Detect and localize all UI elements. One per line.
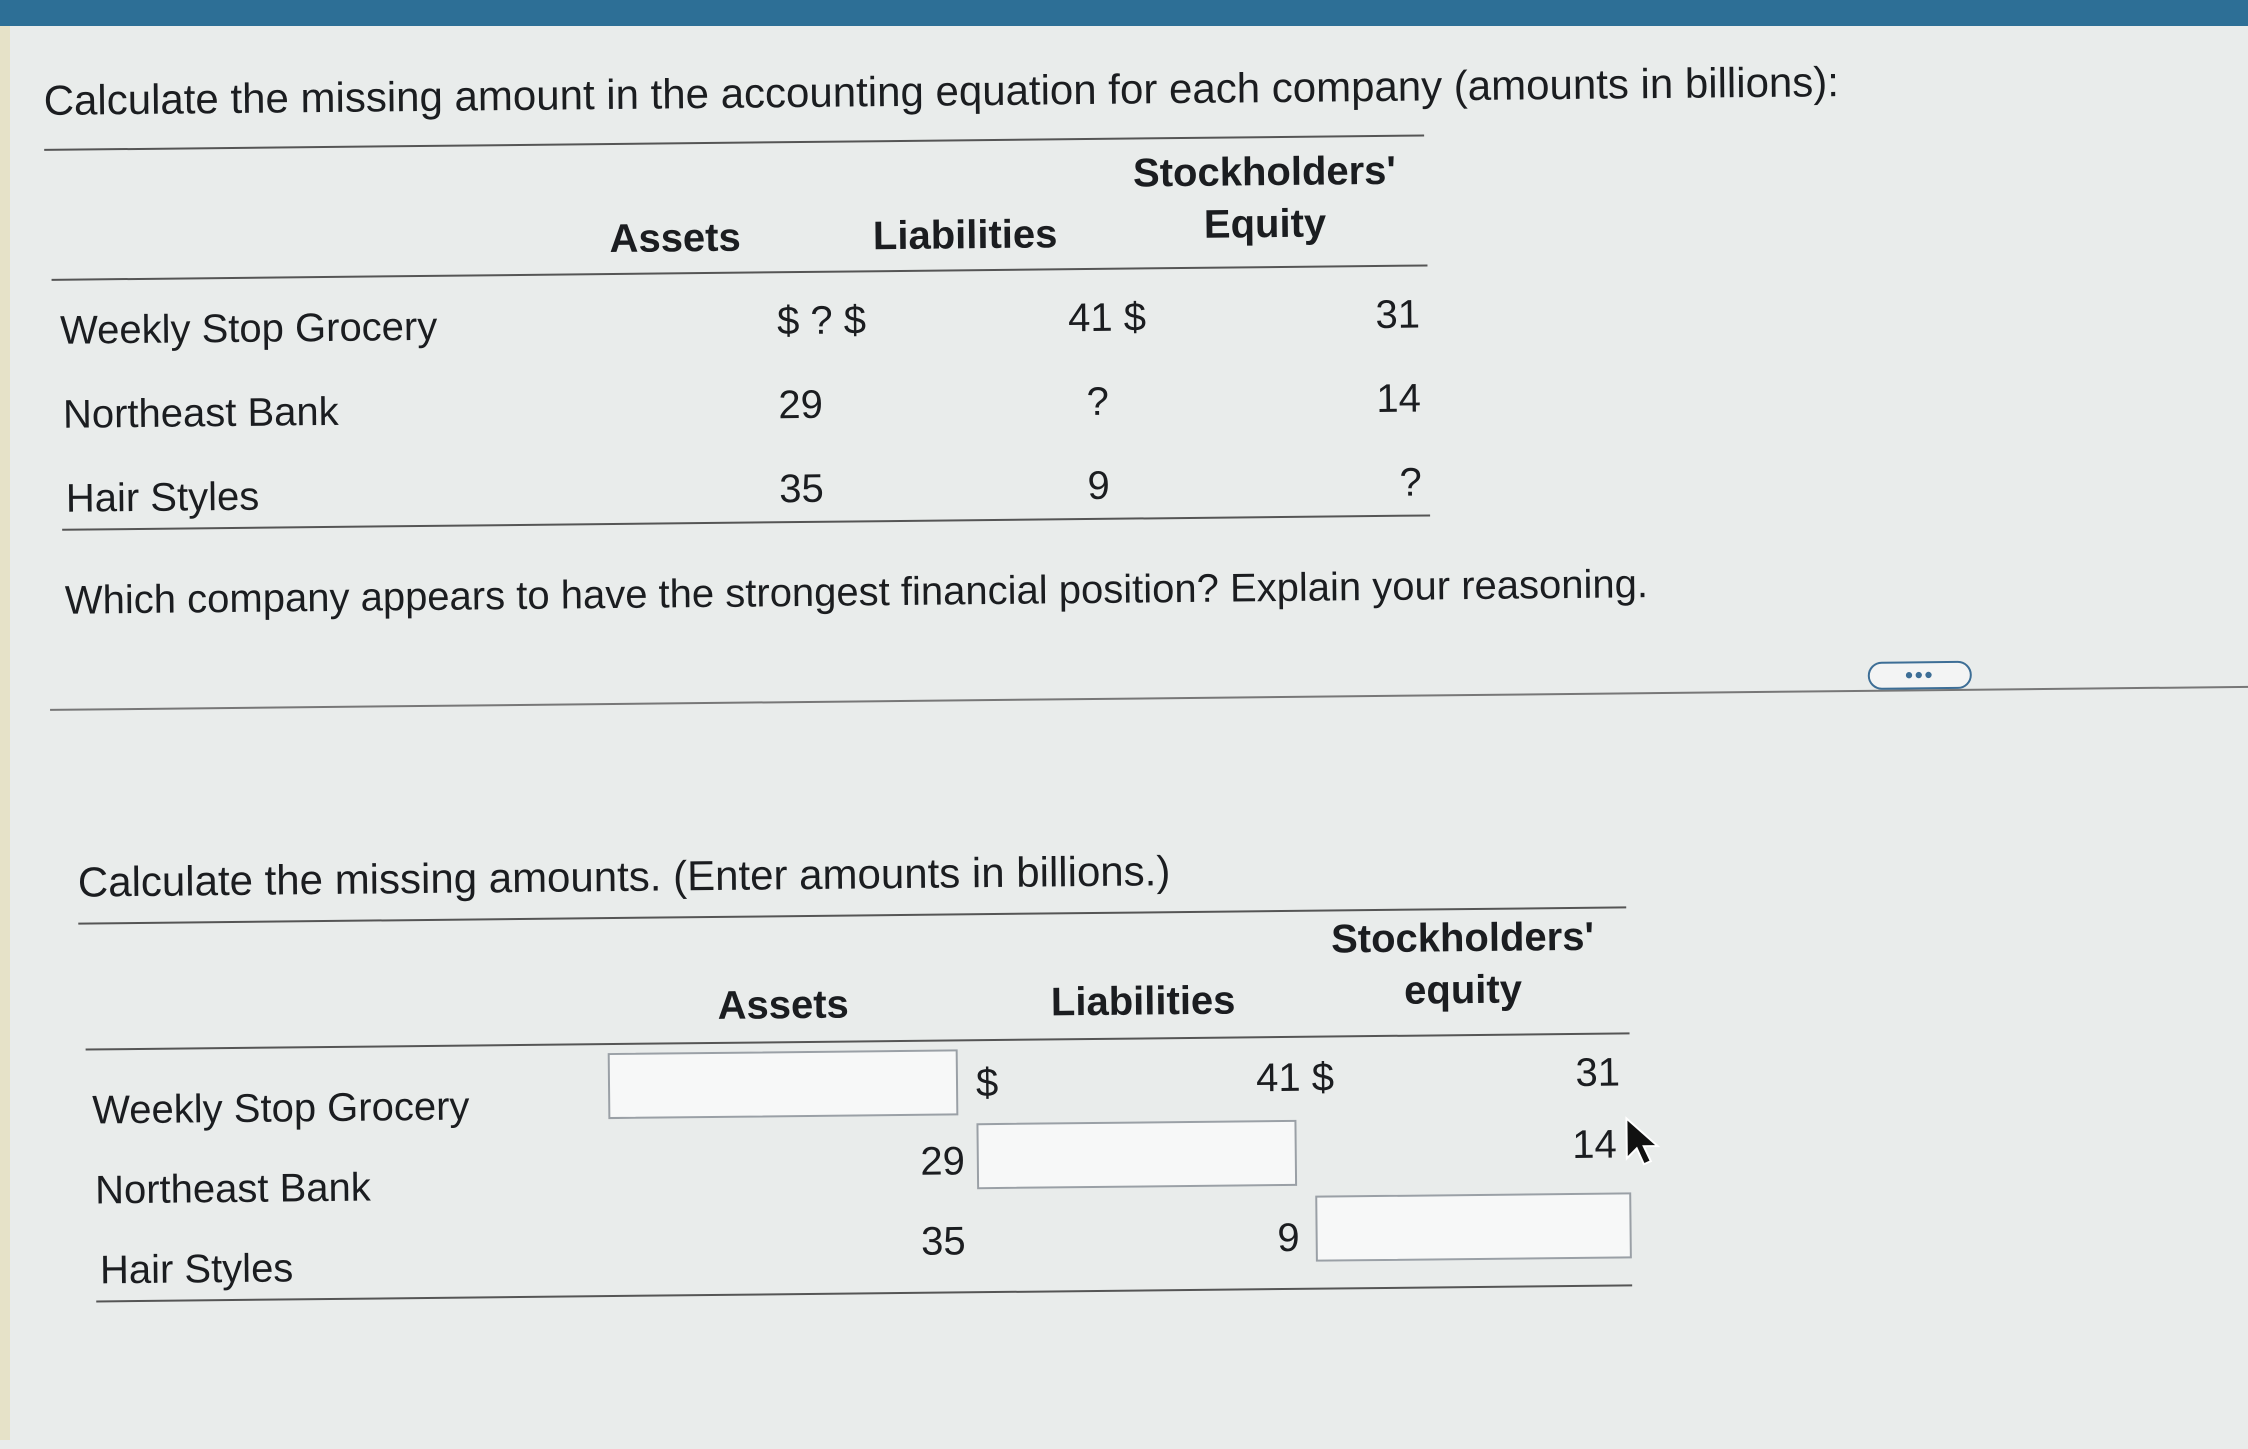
row-northeast-equity: 14 (1376, 376, 1422, 421)
row-weekly-company: Weekly Stop Grocery (59, 304, 438, 353)
row-hair-equity: ? (1399, 460, 1422, 505)
answer-header-equity-line1: Stockholders' (1330, 914, 1595, 962)
answer-header-liabilities: Liabilities (1050, 978, 1236, 1025)
answer-row-weekly-equity: 31 (1575, 1050, 1621, 1095)
answer-row-weekly-dollar: $ (975, 1060, 999, 1106)
hair-equity-input[interactable] (1315, 1192, 1632, 1261)
answer-header-assets: Assets (717, 982, 850, 1028)
section-divider (50, 686, 2248, 711)
answer-header-rule (86, 1032, 1630, 1050)
row-weekly-assets: $ ? $ (776, 298, 867, 344)
header-assets: Assets (609, 215, 741, 262)
header-liabilities: Liabilities (872, 212, 1058, 259)
answer-row-hair-company: Hair Styles (99, 1246, 294, 1293)
row-weekly-liabilities: 41 $ (1067, 295, 1147, 341)
answer-header-equity (1302, 910, 1623, 1017)
answer-row-weekly-company: Weekly Stop Grocery (92, 1084, 470, 1133)
answer-row-northeast-company: Northeast Bank (94, 1165, 372, 1213)
answer-header-equity-line2: equity (1403, 967, 1523, 1013)
row-northeast-liabilities: ? (1086, 379, 1110, 425)
answer-row-northeast-equity: 14 (1571, 1122, 1617, 1167)
mouse-pointer-icon (1624, 1116, 1665, 1172)
row-hair-assets: 35 (779, 466, 825, 512)
row-hair-liabilities: 9 (1087, 463, 1110, 509)
answer-row-hair-assets: 35 (920, 1219, 966, 1264)
problem-intro: Calculate the missing amount in the accounting equation for each company (amounts in billions): (43, 58, 1840, 124)
answer-row-hair-liabilities: 9 (1277, 1215, 1300, 1261)
row-hair-company: Hair Styles (65, 474, 260, 521)
row-weekly-equity: 31 (1375, 292, 1421, 337)
row-northeast-company: Northeast Bank (62, 389, 339, 437)
question-text: Which company appears to have the strongest financial position? Explain your reasoning. (64, 562, 1649, 623)
row-northeast-assets: 29 (778, 382, 824, 428)
answer-bottom-rule (96, 1284, 1632, 1302)
table-bottom-rule (62, 514, 1430, 530)
answer-instructions: Calculate the missing amounts. (Enter amounts in billions.) (77, 847, 1171, 906)
answer-row-weekly-liabilities: 41 $ (1255, 1055, 1335, 1101)
header-equity (1104, 144, 1425, 251)
header-rule (52, 264, 1428, 280)
more-options-button[interactable]: ••• (1868, 661, 1972, 690)
header-equity-line1: Stockholders' (1132, 148, 1397, 196)
header-equity-line2: Equity (1203, 201, 1327, 247)
weekly-assets-input[interactable] (608, 1049, 959, 1119)
northeast-liabilities-input[interactable] (976, 1120, 1297, 1189)
answer-row-northeast-assets: 29 (920, 1139, 966, 1184)
